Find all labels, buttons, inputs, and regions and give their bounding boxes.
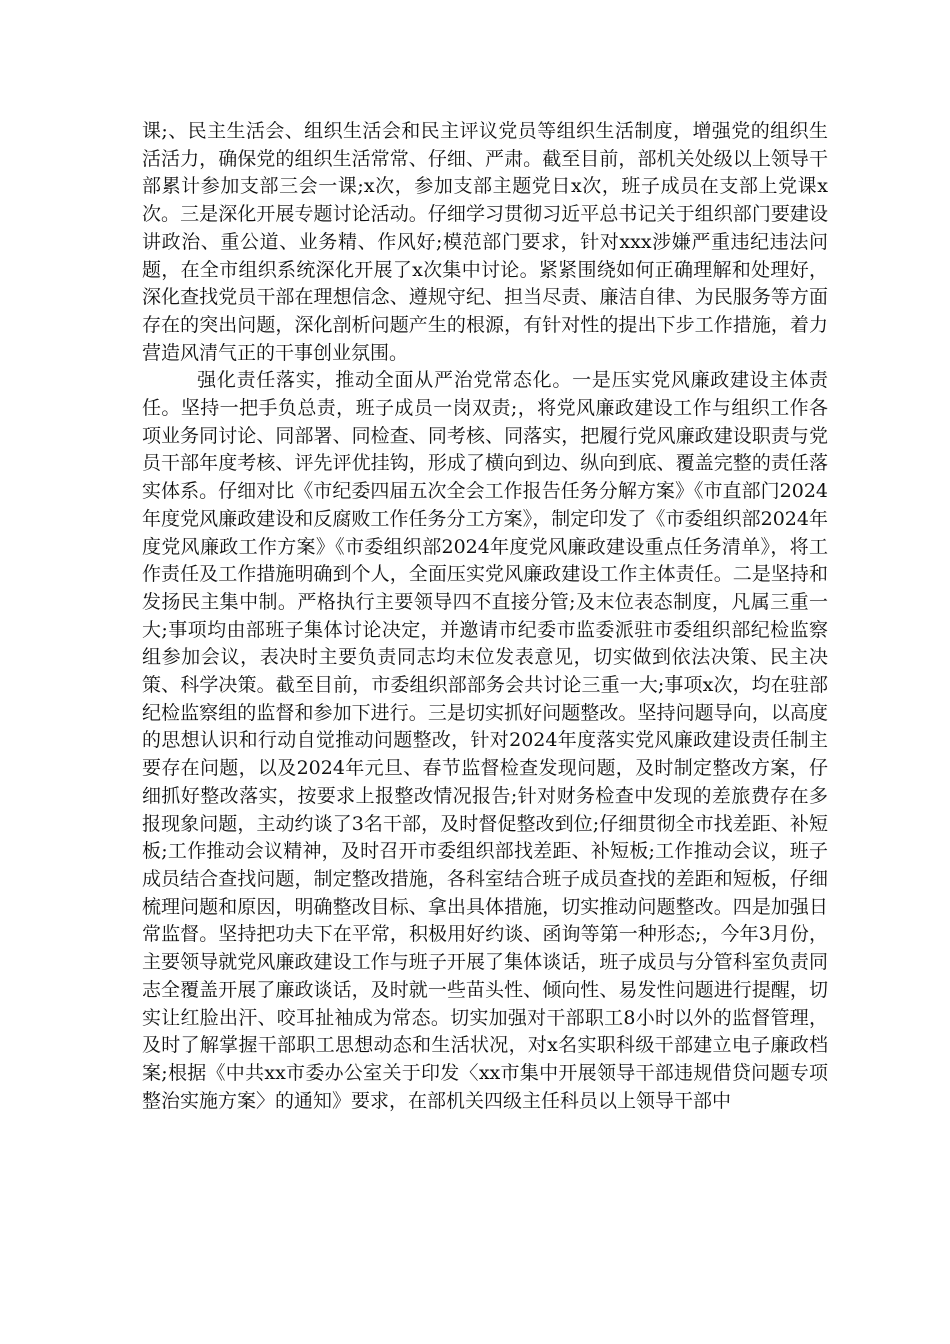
document-page — [142, 118, 828, 1115]
body-paragraph-2: 强化责任落实，推动全面从严治党常态化。一是压实党风廉政建设主体责任。坚持一把手负总责，班子成员一岗双责;，将党风廉政建设工作与组织工作各项业务同讨论、同部署、同检查、同考核、同落实，把履行党风廉政建设职责与党员干部年度考核、评先评优挂钩，形成了横向到边、纵向到底、覆盖完整的责任落实体系。仔细对比《市纪委四届五次全会工作报告任务分解方案》《市直部门2024年度党风廉政建设和反腐败工作任务分工方案》，制定印发了《市委组织部2024年度党风廉政工作方案》《市委组织部2024年度党风廉政建设重点任务清单》，将工作责任及工作措施明确到个人，全面压实党风廉政建设工作主体责任。二是坚持和发扬民主集中制。严格执行主要领导四不直接分管;及末位表态制度，凡属三重一大;事项均由部班子集体讨论决定，并邀请市纪委市监委派驻市委组织部纪检监察组参加会议，表决时主要负责同志均末位发表意见，切实做到依法决策、民主决策、科学决策。截至目前，市委组织部部务会共讨论三重一大;事项x次，均在驻部纪检监察组的监督和参加下进行。三是切实抓好问题整改。坚持问题导向，以高度的思想认识和行动自觉推动问题整改，针对2024年度落实党风廉政建设责任制主要存在问题，以及2024年元旦、春节监督检查发现问题，及时制定整改方案，仔细抓好整改落实，按要求上报整改情况报告;针对财务检查中发现的差旅费存在多报现象问题，主动约谈了3名干部，及时督促整改到位;仔细贯彻全市找差距、补短板;工作推动会议精神，及时召开市委组织部找差距、补短板;工作推动会议，班子成员结合查找问题，制定整改措施，各科室结合班子成员查找的差距和短板，仔细梳理问题和原因，明确整改目标、拿出具体措施，切实推动问题整改。四是加强日常监督。坚持把功夫下在平常，积极用好约谈、函询等第一种形态;，今年3月份，主要领导就党风廉政建设工作与班子开展了集体谈话，班子成员与分管科室负责同志全覆盖开展了廉政谈话，及时就一些苗头性、倾向性、易发性问题进行提醒，切实让红脸出汗、咬耳扯袖成为常态。切实加强对干部职工8小时以外的监督管理，及时了解掌握干部职工思想动态和生活状况，对x名实职科级干部建立电子廉政档案;根据《中共xx市委办公室关于印发〈xx市集中开展领导干部违规借贷问题专项整治实施方案〉的通知》要求，在部机关四级主任科员以上领导干部中 — [142, 369, 828, 1112]
body-paragraph-1: 课;、民主生活会、组织生活会和民主评议党员等组织生活制度，增强党的组织生活活力，确保党的组织生活常常、仔细、严肃。截至目前，部机关处级以上领导干部累计参加支部三会一课;x次，参加支部主题党日x次，班子成员在支部上党课x次。三是深化开展专题讨论活动。仔细学习贯彻习近平总书记关于组织部门要建设讲政治、重公道、业务精、作风好;模范部门要求，针对xxx涉嫌严重违纪违法问题，在全市组织系统深化开展了x次集中讨论。紧紧围绕如何正确理解和处理好，深化查找党员干部在理想信念、遵规守纪、担当尽责、廉洁自律、为民服务等方面存在的突出问题，深化剖析问题产生的根源，有针对性的提出下步工作措施，着力营造风清气正的干事创业氛围。 — [142, 120, 828, 364]
